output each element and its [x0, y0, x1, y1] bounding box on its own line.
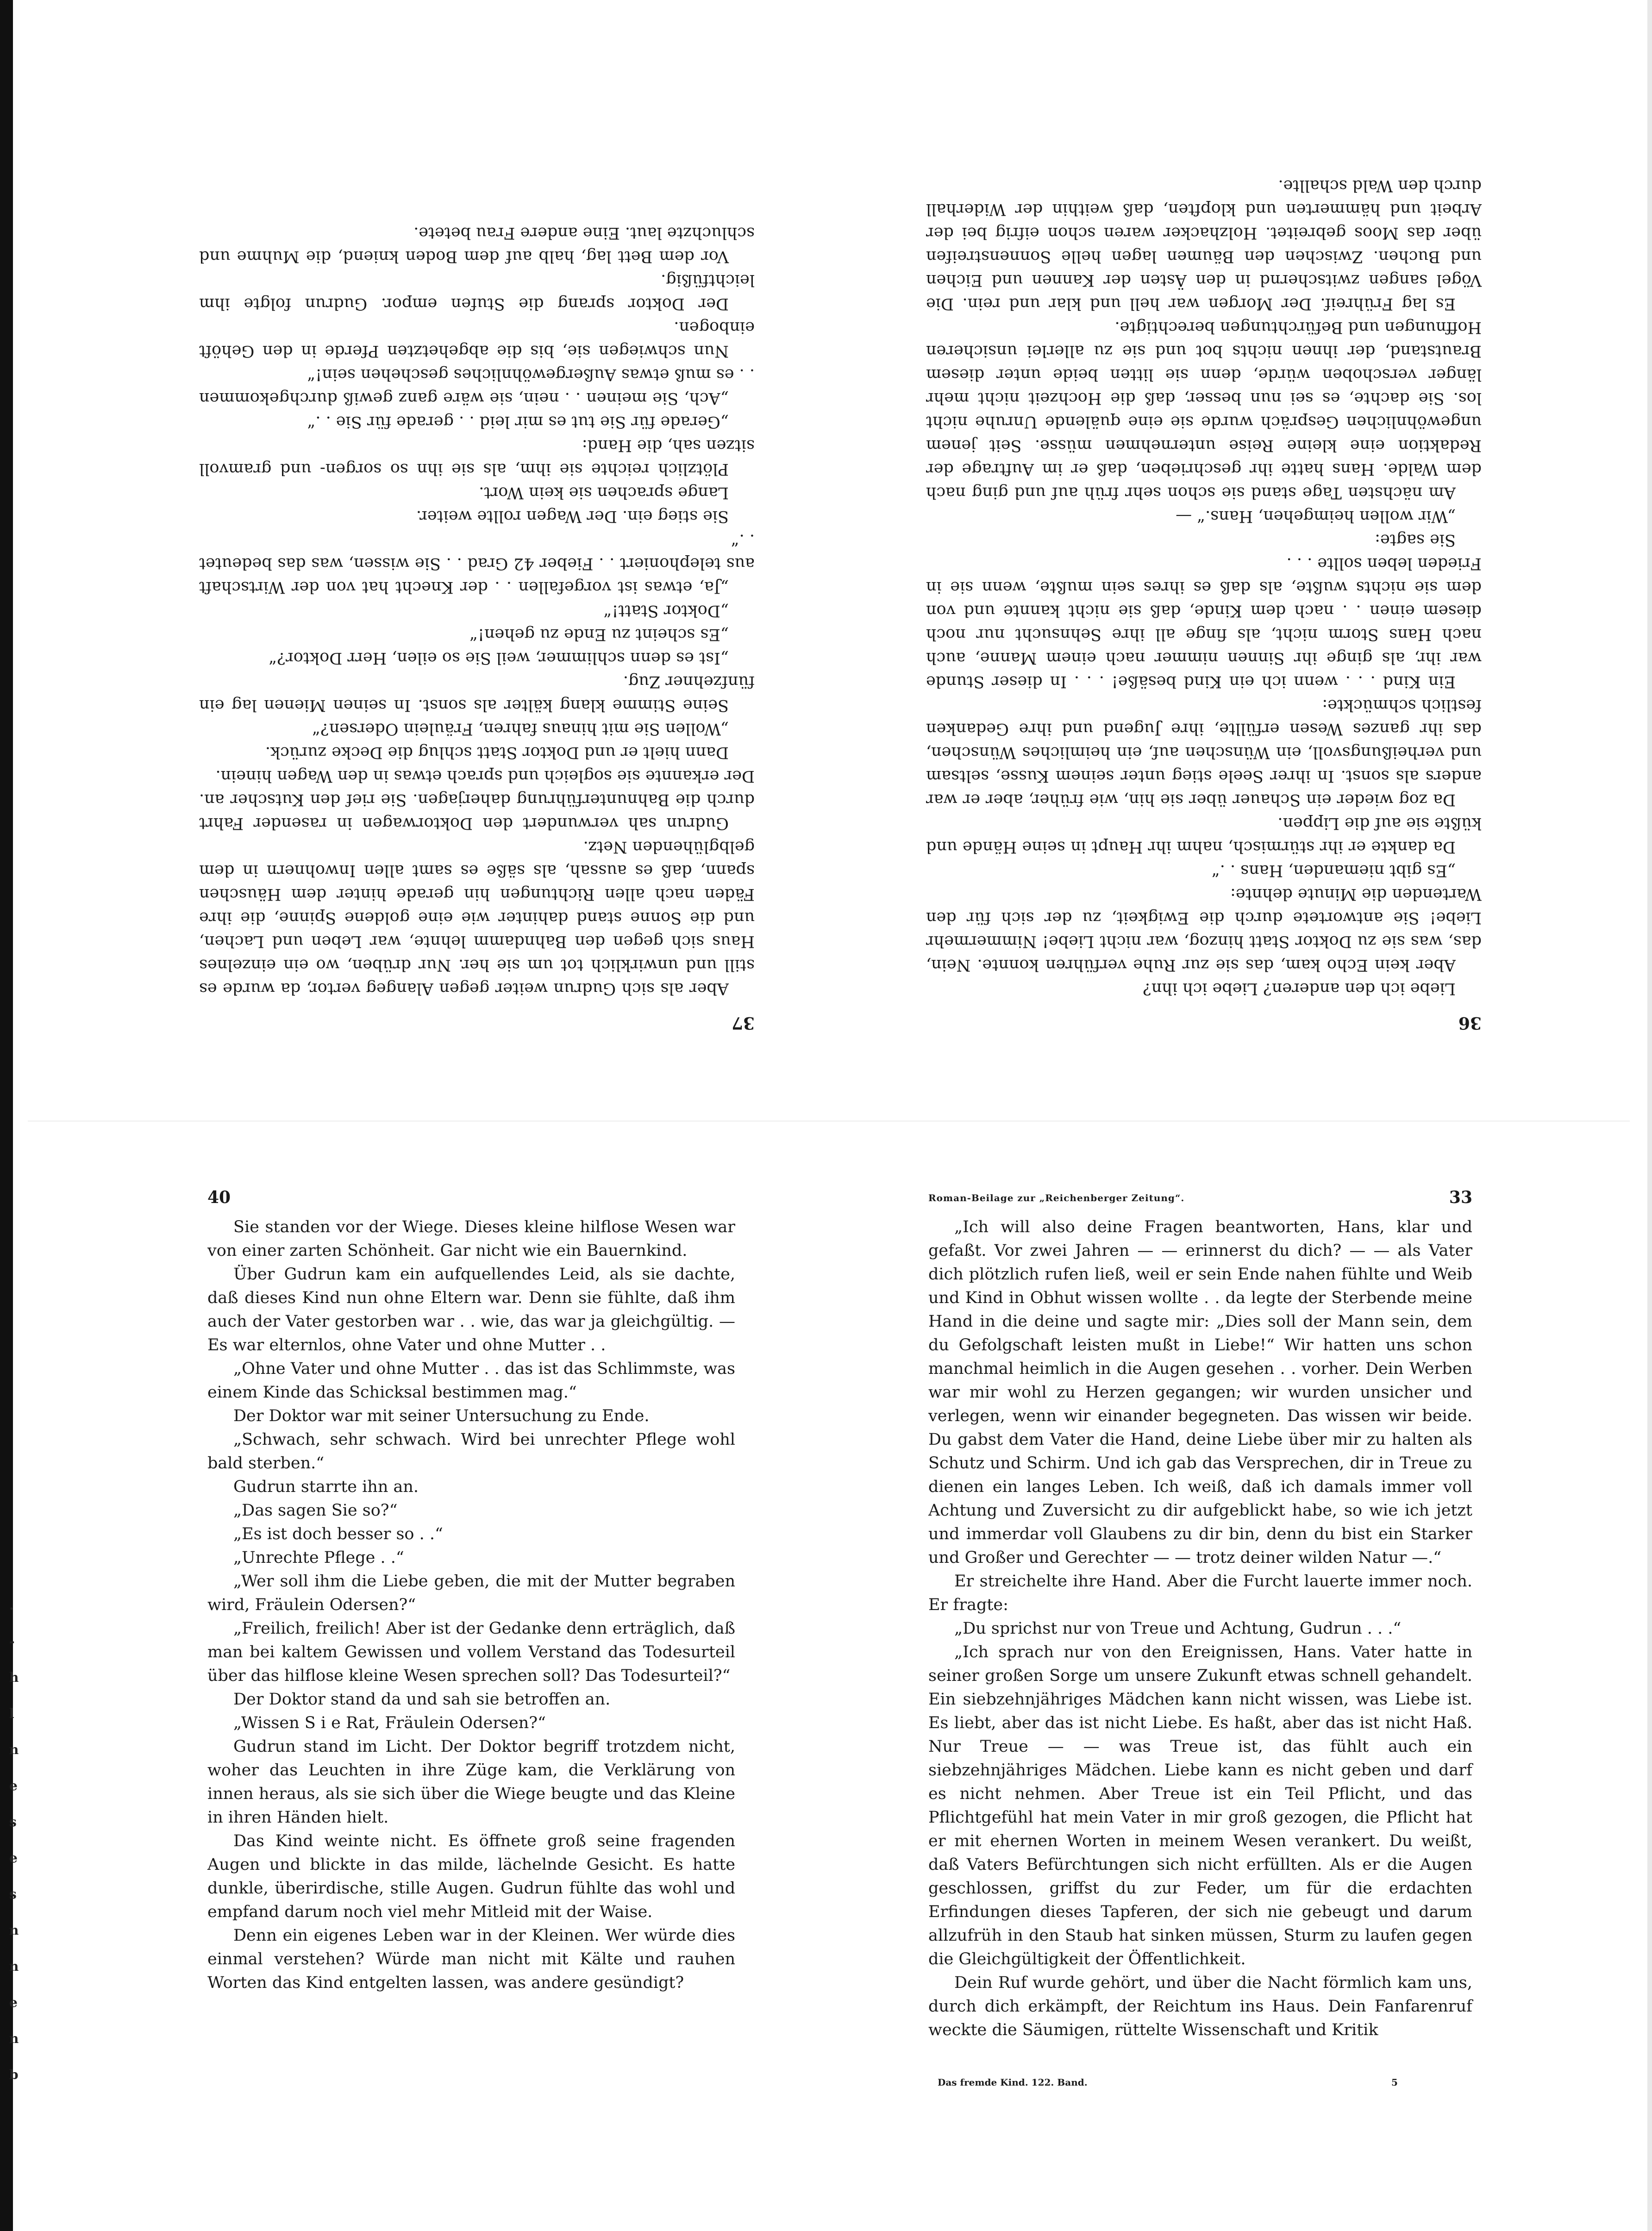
paragraph: Es lag Frühreif. Der Morgen war hell und klar und rein. Die Vögel sangen zwitschernd in den Ästen der Kannen und Eichen und Buchen. Zwischen den Bäumen lagen helle Sonnenstreifen über das Moos gebreitet. Holzhacker waren schon eifrig bei der Arbeit und hämmerten und klopften, daß weithin der Widerhall durch den Wald schallte. — [926, 176, 1482, 313]
scan-edge-right — [1647, 0, 1652, 2231]
page-number: 40 — [207, 1188, 231, 1207]
paragraph: „Ohne Vater und ohne Mutter . . das ist das Schlimmste, was einem Kinde das Schicksal bestimmen mag.“ — [207, 1360, 735, 1402]
margin-fragment: n — [9, 1959, 19, 1974]
paragraph: Ein Kind . . . wenn ich ein Kind besäße! . . . In dieser Stunde war ihr, als ginge ihr Sinnen nimmer nach einem Manne, auch nach Hans Storm nicht, als finge all ihre Sehnsucht nur noch diesem einen . . nach dem Kinde, daß sie nicht kannte und von dem sie nichts wußte, als daß es ihres sein mußte, wenn sie in Frieden leben sollte . . . — [926, 554, 1482, 691]
footer-left: Das fremde Kind. 122. Band. — [938, 2077, 1088, 2088]
paragraph: Der Doktor sprang die Stufen empor. Gudrun folgte ihm leichtfüßig. — [199, 271, 755, 313]
paragraph: „Ja, etwas ist vorgefallen . . der Knecht hat von der Wirtschaft aus telephoniert . . Fieber 42 Grad . . Sie wissen, was das bedeutet . .“ — [199, 531, 755, 596]
paragraph: „Ich will also deine Fragen beantworten, Hans, klar und gefaßt. Vor zwei Jahren — — erinnerst du dich? — — als Vater dich plötzlich rufen ließ, weil er sein Ende nahen fühlte und Weib und Kind in Obhut wissen wollte . . da legte der Sterbende meine Hand in die deine und sagte mir: „Dies soll der Mann sein, dem du Gefolgschaft leisten mußt in Liebe!“ Wir hatten uns schon manchmal heimlich in die Augen gesehen . . vorher. Dein Werben war mir wohl zu Herzen gegangen; wir wurden unsicher und verlegen, wenn wir einander begegneten. Das wissen wir beide. Du gabst dem Vater die Hand, deine Liebe über mir zu halten als Schutz und Schirm. Und ich gab das Versprechen, dir in Treue zu dienen ein langes Leben. Ich weiß, daß ich damals immer voll Achtung und Zuversicht zu dir aufgeblickt habe, so wie ich jetzt und immerdar voll Glaubens zu dir bin, denn du bist ein Starker und Großer und Gerechter — — trotz deiner wilden Natur —.“ — [928, 1218, 1472, 1567]
margin-fragment: n — [9, 2031, 19, 2046]
paragraph: „Ich sprach nur von den Ereignissen, Hans. Vater hatte in seiner großen Sorge um unsere Zukunft etwas schnell gehandelt. Ein siebzehnjähriges Mädchen kann nicht wissen, was Liebe ist. Es liebt, aber das ist nicht Liebe. Es haßt, aber das ist nicht Haß. Nur Treue — — was Treue ist, das fühlt auch ein siebzehnjähriges Mädchen. Liebe kann es nicht geben und darf es nicht nehmen. Aber Treue ist ein Teil Pflicht, und das Pflichtgefühl hat mein Vater in mir groß gezogen, die Pflicht hat er mit ehernen Worten in meinem Wesen verankert. Du weißt, daß Vaters Befürchtungen sich nicht erfüllten. Als er die Augen geschlossen, griffst du zur Feder, um für die erdachten Erfindungen dieses Tapferen, der sich nie gebeugt und darum allzufrüh in den Staub hat sinken müssen, Sturm zu laufen gegen die Gleichgültigkeit der Öffentlichkeit. — [928, 1643, 1472, 1968]
margin-fragment: l — [9, 1706, 14, 1721]
margin-fragment: e — [9, 1850, 18, 1866]
page-37 — [199, 102, 755, 1033]
paragraph: Aber kein Echo kam, das sie zur Ruhe verführen konnte. Nein, das, was sie zu Doktor Statt hinzog, war nicht Liebe! Nimmermehr Liebe! Sie antwortete durch die Ewigkeit, zu der sich für den Wartenden die Minute dehnte: — [926, 885, 1482, 974]
paragraph: Dein Ruf wurde gehört, und über die Nacht förmlich kam uns, durch dich erkämpft, der Reichtum ins Haus. Dein Fanfarenruf weckte die Säumigen, rüttelte Wissenschaft und Kritik — [928, 1974, 1472, 2039]
paragraph: Am nächsten Tage stand sie schon sehr früh auf und ging nach dem Walde. Hans hatte ihr geschrieben, daß er im Auftrage der Redaktion eine kleine Reise unternehmen müsse. Seit jenem ungewöhnlichen Gespräch wurde sie eine quälende Unruhe nicht los. Sie dachte, es sei nun besser, daß die Hochzeit nicht mehr länger verschoben würde, denn sie litten beide unter diesem Brautstand, der ihnen nichts bot und sie zu allerlei unsicheren Hoffnungen und Befürchtungen berechtigte. — [926, 318, 1482, 502]
paragraph: Das Kind weinte nicht. Es öffnete groß seine fragenden Augen und blickte in das milde, lächelnde Gesicht. Es hatte dunkle, überirdische, stille Augen. Gudrun fühlte das wohl und empfand darum noch viel mehr Mitleid mit der Waise. — [207, 1832, 735, 1921]
paragraph: Sie stieg ein. Der Wagen rollte weiter. — [416, 507, 729, 526]
paragraph: „Es ist doch besser so . .“ — [233, 1525, 443, 1543]
paragraph: Gudrun sah verwundert den Doktorwagen in rasender Fahrt durch die Bahnunterführung daherjagen. Sie rief den Kutscher an. Der erkannte sie sogleich und sprach etwas in den Wagen hinein. — [199, 767, 755, 833]
paragraph: Vor dem Bett lag, halb auf dem Boden kniend, die Muhme und schluchzte laut. Eine andere Frau betete. — [199, 224, 755, 266]
margin-fragment: e — [9, 1778, 18, 1793]
margin-fragment: s — [9, 1814, 17, 1830]
page-text — [928, 1216, 1472, 2042]
paragraph: „Wir wollen heimgehen, Hans.“ — — [1176, 507, 1456, 526]
paragraph: Über Gudrun kam ein aufquellendes Leid, als sie dachte, daß dieses Kind nun ohne Eltern war. Denn sie fühlte, daß ihm auch der Vater gestorben war . . wie, das war ja gleichgültig. — Es war elternlos, ohne Vater und ohne Mutter . . — [207, 1265, 735, 1354]
margin-fragment: - — [9, 1634, 15, 1649]
page-text — [199, 221, 755, 1000]
paragraph: Gudrun stand im Licht. Der Doktor begriff trotzdem nicht, woher das Leuchten in ihre Züge kam, die Verklärung von innen heraus, als sie sich über die Wiege beugte und das Kleine in ihren Händen hielt. — [207, 1737, 735, 1827]
page-33 — [928, 1188, 1472, 2114]
paragraph: „Schwach, sehr schwach. Wird bei unrechter Pflege wohl bald sterben.“ — [207, 1430, 735, 1473]
margin-fragments — [0, 0, 28, 2231]
page-text — [926, 174, 1482, 1000]
paragraph: Da dankte er ihr stürmisch, nahm ihr Haupt in seine Hände und küßte sie auf die Lippen. — [926, 814, 1482, 856]
fold-line — [28, 1121, 1630, 1122]
paragraph: Dann hielt er und Doktor Statt schlug die Decke zurück. — [265, 743, 729, 762]
margin-fragment: h — [9, 1670, 19, 1685]
running-header: Roman-Beilage zur „Reichenberger Zeitung“. — [928, 1192, 1185, 1203]
paragraph: „Freilich, freilich! Aber ist der Gedanke denn erträglich, daß man bei kaltem Gewissen und vollem Verstand das Todesurteil über das hilflose kleine Wesen sprechen soll? Das Todesurteil?“ — [207, 1619, 735, 1685]
page-40 — [207, 1188, 735, 2114]
paragraph: Aber als sich Gudrun weiter gegen Alangeg vertor, da wurde es still und unwirklich tot um sie her. Nur drüben, wo ein einzelnes Haus sich gegen den Bahndamm lehnte, war Leben und Lachen, und die Sonne stand dahinter wie eine goldene Spinne, die ihre Fäden nach allen Richtungen hin gerade hinter dem Häuschen spann, daß es aussah, als säße es samt allen Inwohnern in dem gelbglühenden Netz. — [199, 838, 755, 998]
footer-right: 5 — [1391, 2077, 1398, 2088]
paragraph: „Es gibt niemanden, Hans . .“ — [1211, 861, 1456, 880]
margin-fragment: s — [9, 1886, 17, 1902]
paragraph: Der Doktor stand da und sah sie betroffen an. — [233, 1690, 611, 1709]
margin-fragment: e — [9, 1995, 18, 2010]
paragraph: „Du sprichst nur von Treue und Achtung, Gudrun . . .“ — [954, 1619, 1402, 1638]
paragraph: Denn ein eigenes Leben war in der Kleinen. Wer würde dies einmal verstehen? Würde man nicht mit Kälte und rauhen Worten das Kind entgelten lassen, was andere gesündigt? — [207, 1926, 735, 1992]
paragraph: Lange sprachen sie kein Wort. — [479, 483, 729, 502]
paragraph: Plötzlich reichte sie ihm, als sie ihn so sorgen- und gramvoll sitzen sah, die Hand: — [199, 436, 755, 478]
paragraph: Seine Stimme klang kälter als sonst. In seinen Mienen lag ein fünfzehner Zug. — [199, 672, 755, 714]
paragraph: „Es scheint zu Ende zu gehen!“ — [469, 625, 729, 644]
margin-fragment: n — [9, 1923, 19, 1938]
paragraph: „Wer soll ihm die Liebe geben, die mit der Mutter begraben wird, Fräulein Odersen?“ — [207, 1572, 735, 1614]
margin-fragment: n — [9, 1742, 19, 1757]
paragraph: Liebe ich den anderen? Liebe ich ihn? — [1143, 979, 1456, 998]
page-36 — [926, 102, 1482, 1033]
page-number: 37 — [731, 1013, 755, 1033]
paragraph: Nun schwiegen sie, bis die abgehetzten Pferde in den Gehöft einbogen. — [199, 318, 755, 360]
paragraph: „Ach, Sie meinen . . nein, sie wäre ganz gewiß durchgekommen . . es muß etwas Außergewöhnliches geschehen sein!“ — [199, 365, 755, 407]
paragraph: Da zog wieder ein Schauer über sie hin, wie früher, aber er war anders als sonst. In ihrer Seele stieg unter seinem Kusse, seltsam und verheißungsvoll, ein Wünschen auf, ein heimliches Wünschen, das ihr ganzes Wesen erfüllte, ihre Jugend und ihre Gedanken festlich schmückte: — [926, 696, 1482, 809]
paragraph: Der Doktor war mit seiner Untersuchung zu Ende. — [233, 1407, 650, 1425]
paragraph: „Wissen S i e Rat, Fräulein Odersen?“ — [233, 1714, 546, 1732]
paragraph: „Unrechte Pflege . .“ — [233, 1548, 404, 1567]
page-number: 33 — [1449, 1188, 1472, 1207]
paragraph: Sie standen vor der Wiege. Dieses kleine hilflose Wesen war von einer zarten Schönheit. Gar nicht wie ein Bauernkind. — [207, 1218, 735, 1260]
margin-fragment: b — [9, 2067, 19, 2082]
paragraph: „Gerade für Sie tut es mir leid . . gerade für Sie . .“ — [307, 413, 729, 431]
paragraph: Er streichelte ihre Hand. Aber die Furcht lauerte immer noch. Er fragte: — [928, 1572, 1472, 1614]
paragraph: Gudrun starrte ihn an. — [233, 1478, 419, 1496]
margin-fragment: . — [9, 1598, 14, 1613]
page-number: 36 — [1458, 1013, 1482, 1033]
paragraph: „Doktor Statt!“ — [603, 602, 729, 620]
paragraph: „Ist es denn schlimmer, weil Sie so eilen, Herr Doktor?“ — [269, 649, 729, 667]
paragraph: „Das sagen Sie so?“ — [233, 1501, 398, 1520]
page-text — [207, 1216, 735, 1995]
paragraph: „Wollen Sie mit hinaus fahren, Fräulein Odersen?“ — [312, 720, 729, 738]
paragraph: Sie sagte: — [1375, 531, 1456, 549]
